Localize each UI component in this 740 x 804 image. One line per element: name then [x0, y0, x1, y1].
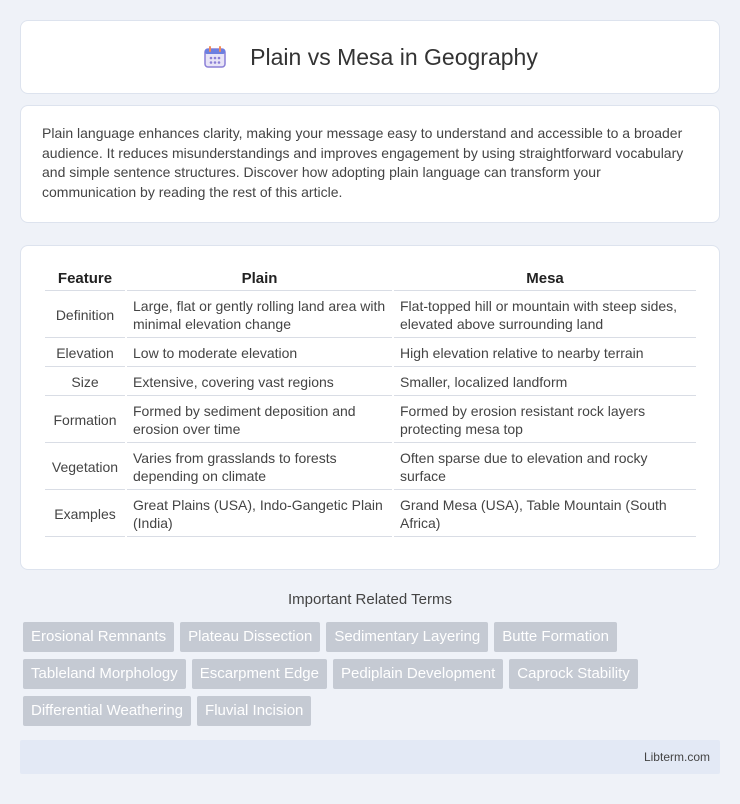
table-row [45, 340, 696, 367]
header-feature: Feature [45, 266, 125, 291]
cell-feature: Vegetation [45, 445, 125, 490]
related-terms-list [23, 622, 723, 733]
related-terms-title: Important Related Terms [288, 591, 452, 608]
related-term-tag[interactable]: Plateau Dissection [180, 622, 320, 652]
cell-plain: Extensive, covering vast regions [127, 369, 392, 396]
cell-mesa: Formed by erosion resistant rock layers protecting mesa top [394, 398, 696, 443]
cell-plain: Varies from grasslands to forests depending on climate [127, 445, 392, 490]
related-term-tag[interactable]: Pediplain Development [333, 659, 503, 689]
cell-mesa: Flat-topped hill or mountain with steep sides, elevated above surrounding land [394, 293, 696, 338]
table-row [45, 492, 696, 537]
related-term-tag[interactable]: Fluvial Incision [197, 696, 311, 726]
table-header-row [45, 266, 696, 291]
cell-feature: Elevation [45, 340, 125, 367]
cell-plain: Formed by sediment deposition and erosion over time [127, 398, 392, 443]
cell-plain: Large, flat or gently rolling land area with minimal elevation change [127, 293, 392, 338]
related-term-tag[interactable]: Erosional Remnants [23, 622, 174, 652]
table-row [45, 398, 696, 443]
title-card [20, 20, 720, 94]
header-plain: Plain [127, 266, 392, 291]
related-term-tag[interactable]: Sedimentary Layering [326, 622, 488, 652]
comparison-table [43, 264, 698, 539]
cell-mesa: Grand Mesa (USA), Table Mountain (South Africa) [394, 492, 696, 537]
table-row [45, 369, 696, 396]
intro-text: Plain language enhances clarity, making your message easy to understand and accessible to a broader audience. It reduces misunderstandings and improves engagement by using straightforward vocabulary and simple sentence structures. Discover how adopting plain language can transform your communication by reading the rest of this article. [42, 125, 684, 200]
related-term-tag[interactable]: Escarpment Edge [192, 659, 327, 689]
cell-plain: Low to moderate elevation [127, 340, 392, 367]
calendar-icon [202, 44, 228, 70]
footer [20, 740, 720, 774]
cell-feature: Size [45, 369, 125, 396]
footer-site-link[interactable]: Libterm.com [643, 750, 710, 764]
cell-feature: Definition [45, 293, 125, 338]
cell-mesa: Often sparse due to elevation and rocky surface [394, 445, 696, 490]
related-term-tag[interactable]: Differential Weathering [23, 696, 191, 726]
related-term-tag[interactable]: Caprock Stability [509, 659, 638, 689]
intro-card [20, 105, 720, 223]
table-row [45, 445, 696, 490]
cell-plain: Great Plains (USA), Indo-Gangetic Plain (India) [127, 492, 392, 537]
header-mesa: Mesa [394, 266, 696, 291]
related-term-tag[interactable]: Butte Formation [494, 622, 617, 652]
comparison-card [20, 245, 720, 570]
page-title: Plain vs Mesa in Geography [250, 43, 538, 70]
cell-feature: Formation [45, 398, 125, 443]
cell-mesa: High elevation relative to nearby terrain [394, 340, 696, 367]
cell-feature: Examples [45, 492, 125, 537]
table-row [45, 293, 696, 338]
cell-mesa: Smaller, localized landform [394, 369, 696, 396]
related-term-tag[interactable]: Tableland Morphology [23, 659, 186, 689]
